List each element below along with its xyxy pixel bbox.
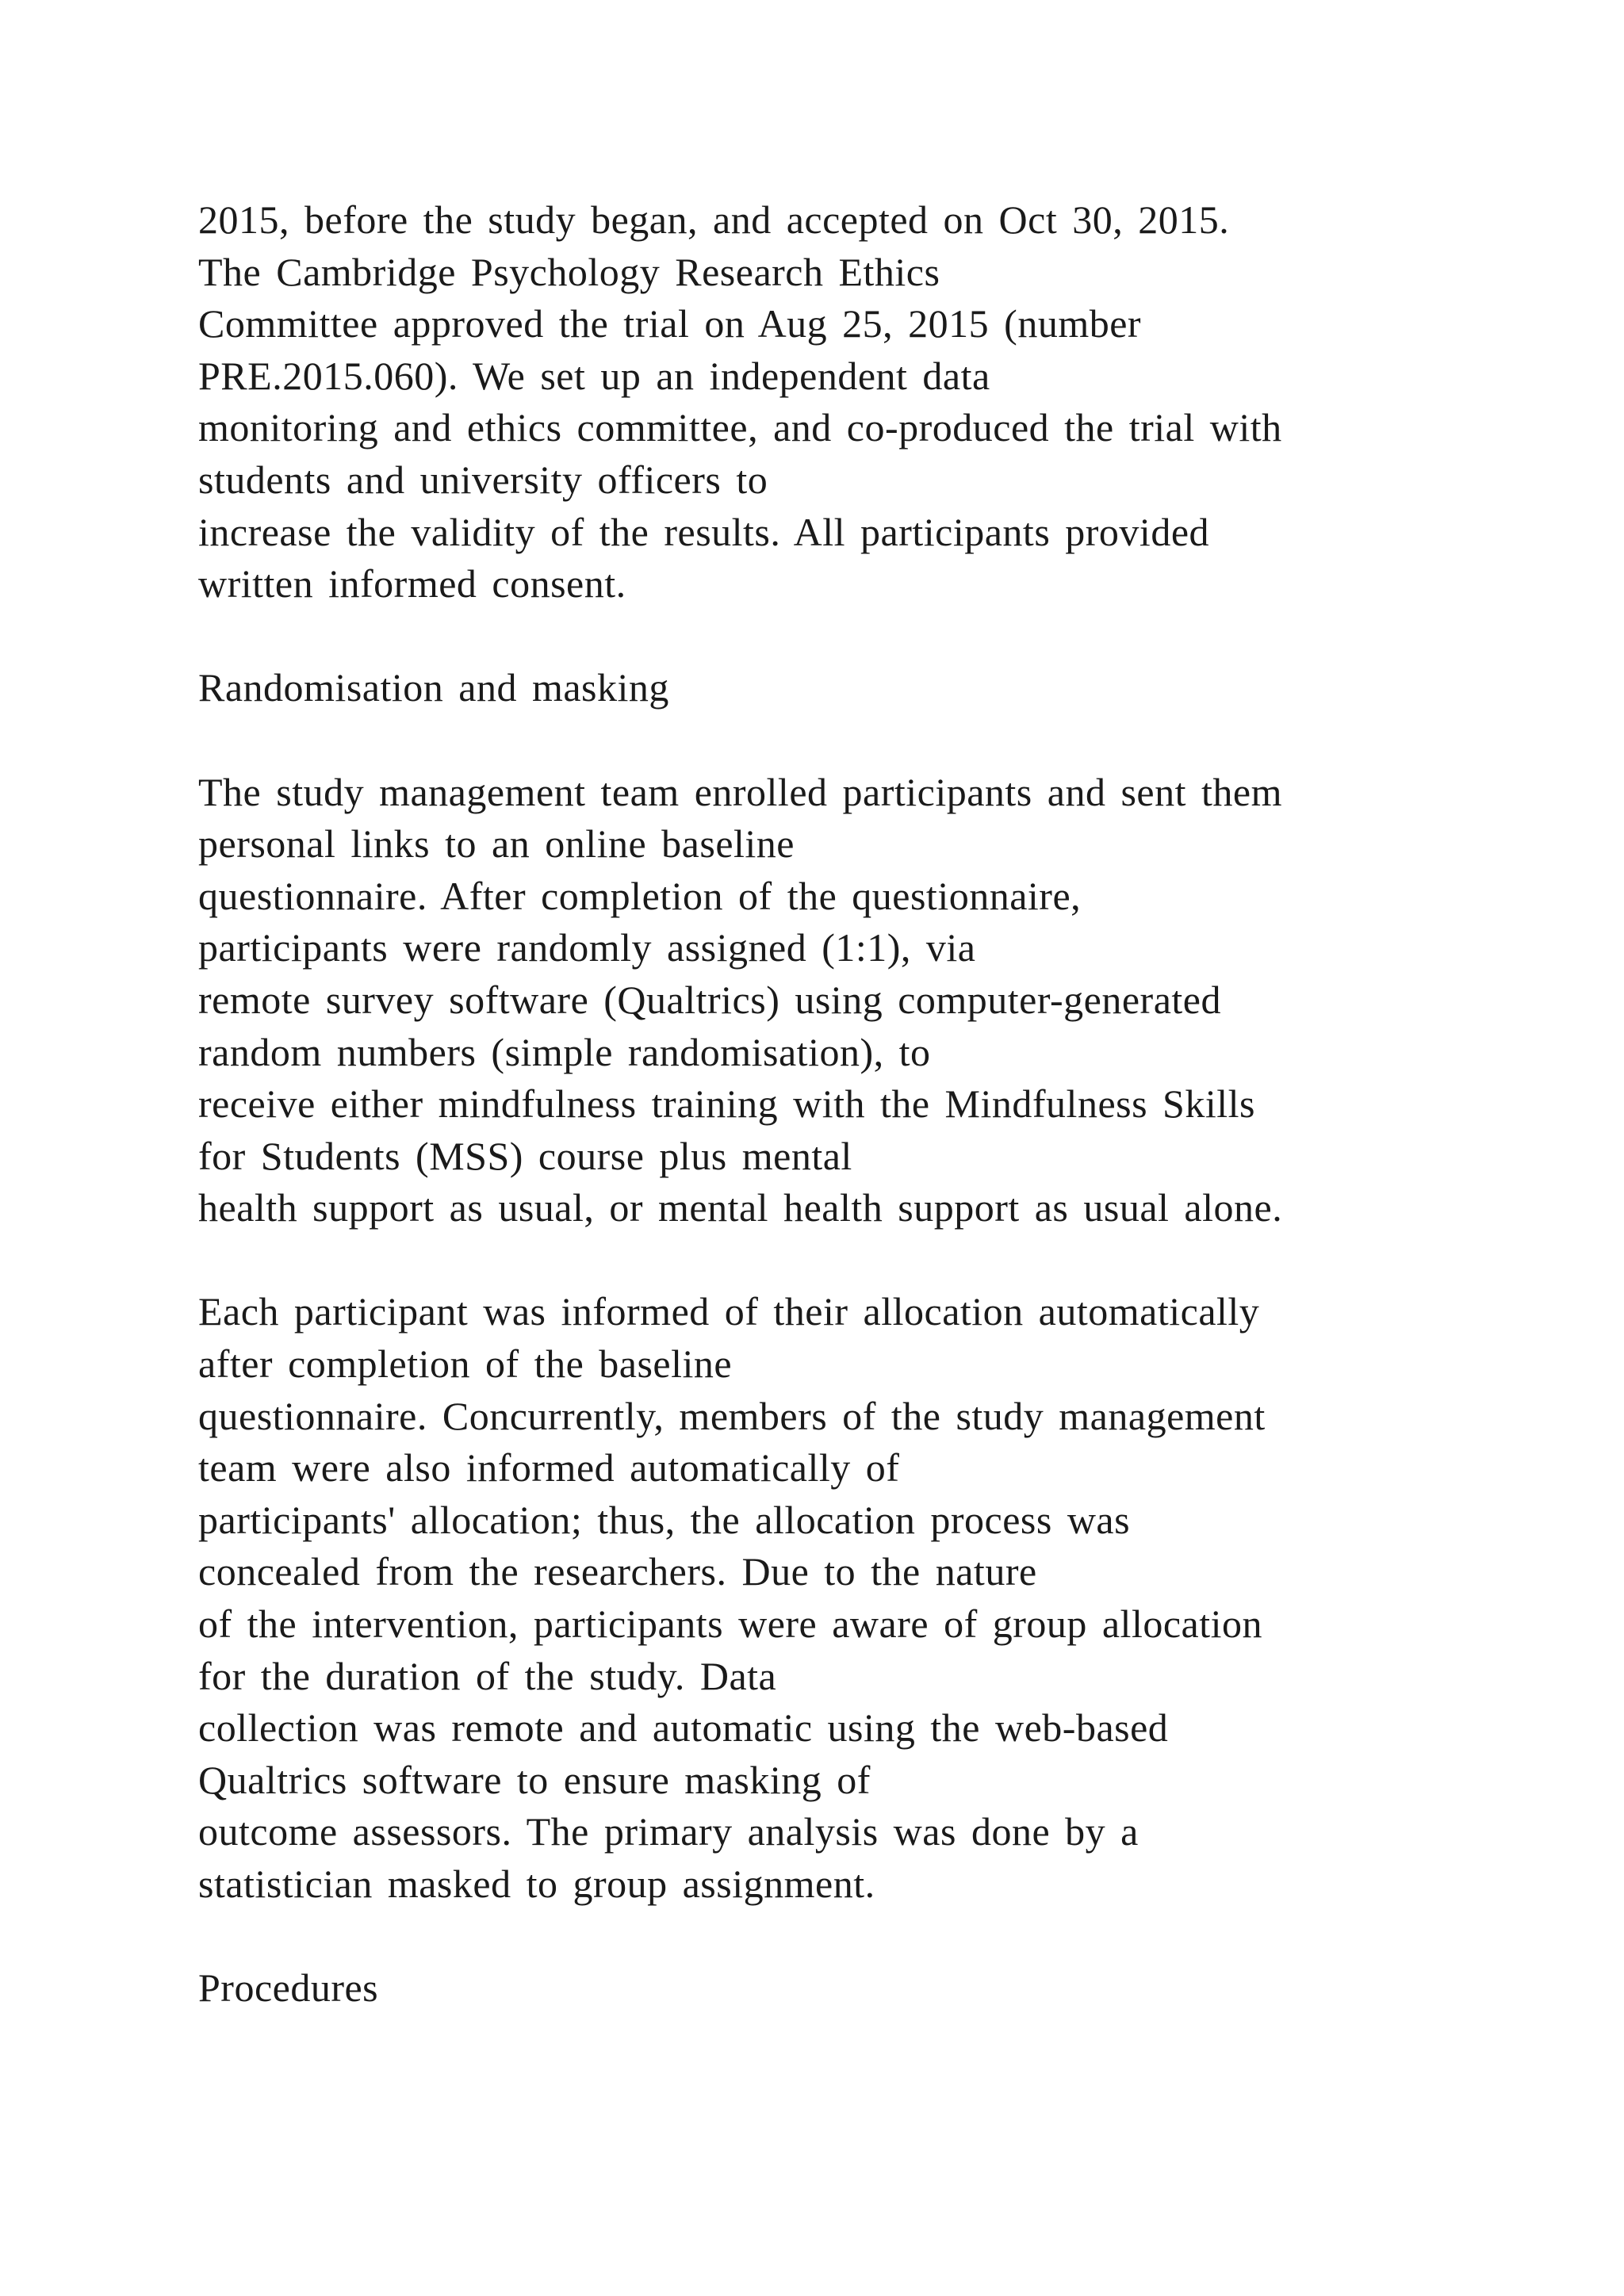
text-line: health support as usual, or mental health support as usual alone. (198, 1185, 1283, 1230)
text-line: remote survey software (Qualtrics) using computer-generated (198, 977, 1221, 1022)
paragraph-allocation (198, 1286, 1546, 1910)
text-line: written informed consent. (198, 561, 626, 607)
text-line: The study management team enrolled participants and sent them (198, 769, 1282, 814)
text-line: participants' allocation; thus, the allocation process was (198, 1497, 1131, 1542)
text-line: Committee approved the trial on Aug 25, 2015 (number (198, 301, 1142, 346)
paragraph-spacer (198, 610, 1546, 663)
paragraph-spacer (198, 714, 1546, 767)
text-line: concealed from the researchers. Due to the nature (198, 1549, 1037, 1594)
text-line: students and university officers to (198, 457, 768, 502)
text-line: questionnaire. After completion of the questionnaire, (198, 873, 1082, 918)
text-line: Qualtrics software to ensure masking of (198, 1757, 871, 1802)
text-line: Each participant was informed of their allocation automatically (198, 1289, 1260, 1334)
text-line: for Students (MSS) course plus mental (198, 1133, 852, 1178)
text-line: collection was remote and automatic using the web-based (198, 1705, 1169, 1751)
text-line: team were also informed automatically of (198, 1445, 900, 1490)
text-line: statistician masked to group assignment. (198, 1862, 875, 1906)
document-page (198, 194, 1546, 2015)
text-line: increase the validity of the results. All participants provided (198, 509, 1210, 554)
section-heading-randomisation: Randomisation and masking (198, 665, 669, 710)
text-line: for the duration of the study. Data (198, 1653, 777, 1698)
text-line: The Cambridge Psychology Research Ethics (198, 249, 940, 294)
text-line: 2015, before the study began, and accepted on Oct 30, 2015. (198, 197, 1230, 242)
section-heading-procedures: Procedures (198, 1965, 379, 2011)
text-line: monitoring and ethics committee, and co-produced the trial with (198, 405, 1282, 450)
text-line: of the intervention, participants were aware of group allocation (198, 1601, 1263, 1647)
text-line: after completion of the baseline (198, 1341, 733, 1387)
paragraph-spacer (198, 1234, 1546, 1287)
text-line: random numbers (simple randomisation), to (198, 1029, 931, 1074)
paragraph-ethics (198, 194, 1546, 610)
paragraph-enrolment (198, 767, 1546, 1234)
text-line: questionnaire. Concurrently, members of the study management (198, 1393, 1266, 1438)
text-line: PRE.2015.060). We set up an independent data (198, 353, 990, 398)
text-line: participants were randomly assigned (1:1), via (198, 925, 976, 970)
paragraph-spacer (198, 1911, 1546, 1963)
text-line: receive either mindfulness training with the Mindfulness Skills (198, 1081, 1255, 1127)
text-line: personal links to an online baseline (198, 821, 795, 867)
text-line: outcome assessors. The primary analysis was done by a (198, 1809, 1139, 1854)
